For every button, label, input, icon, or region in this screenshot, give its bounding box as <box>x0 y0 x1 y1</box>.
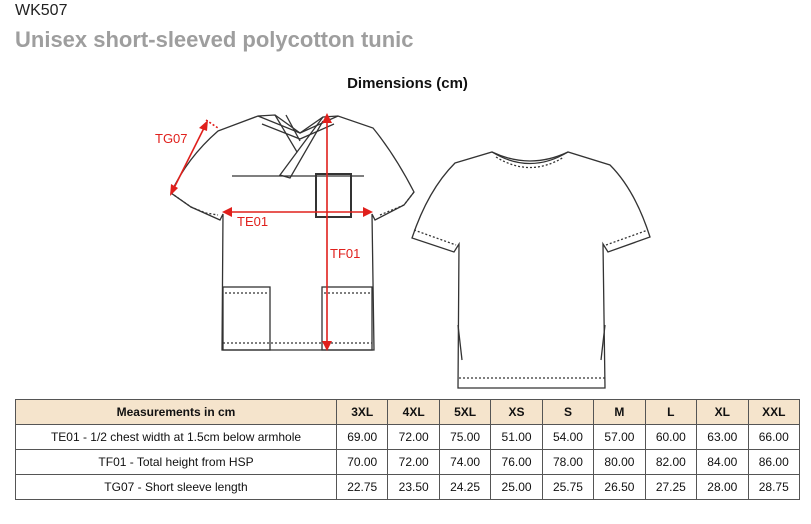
table-cell: 72.00 <box>388 450 439 475</box>
table-row <box>16 475 800 500</box>
table-header-cell: XS <box>491 400 542 425</box>
table-cell: 25.00 <box>491 475 542 500</box>
table-cell: 60.00 <box>645 425 696 450</box>
table-cell: 22.75 <box>337 475 388 500</box>
tunic-front-view <box>171 115 414 350</box>
label-tf01: TF01 <box>330 246 361 261</box>
table-header-cell: 4XL <box>388 400 439 425</box>
tunic-back-view <box>412 152 650 388</box>
measurements-table <box>15 399 800 500</box>
table-cell: 25.75 <box>542 475 593 500</box>
table-cell: TE01 - 1/2 chest width at 1.5cm below armhole <box>16 425 337 450</box>
table-cell: 54.00 <box>542 425 593 450</box>
table-cell: 57.00 <box>594 425 645 450</box>
table-cell: 27.25 <box>645 475 696 500</box>
table-cell: 76.00 <box>491 450 542 475</box>
table-cell: 70.00 <box>337 450 388 475</box>
table-cell: 51.00 <box>491 425 542 450</box>
table-cell: 28.00 <box>697 475 748 500</box>
product-title: Unisex short-sleeved polycotton tunic <box>15 27 414 52</box>
table-header-cell: Measurements in cm <box>16 400 337 425</box>
table-cell: 66.00 <box>748 425 800 450</box>
label-tg07: TG07 <box>155 131 188 146</box>
table-cell: 63.00 <box>697 425 748 450</box>
product-code: WK507 <box>15 2 68 19</box>
table-cell: TF01 - Total height from HSP <box>16 450 337 475</box>
table-header-cell: M <box>594 400 645 425</box>
table-cell: 28.75 <box>748 475 800 500</box>
table-header-cell: XXL <box>748 400 800 425</box>
table-cell: TG07 - Short sleeve length <box>16 475 337 500</box>
table-header-cell: XL <box>697 400 748 425</box>
table-header-cell: 5XL <box>439 400 490 425</box>
table-row <box>16 425 800 450</box>
table-cell: 72.00 <box>388 425 439 450</box>
table-cell: 82.00 <box>645 450 696 475</box>
table-cell: 69.00 <box>337 425 388 450</box>
dimensions-heading: Dimensions (cm) <box>347 75 468 92</box>
table-cell: 78.00 <box>542 450 593 475</box>
table-cell: 86.00 <box>748 450 800 475</box>
table-cell: 84.00 <box>697 450 748 475</box>
table-cell: 74.00 <box>439 450 490 475</box>
table-header-cell: L <box>645 400 696 425</box>
table-cell: 24.25 <box>439 475 490 500</box>
table-cell: 23.50 <box>388 475 439 500</box>
table-header-cell: S <box>542 400 593 425</box>
table-header-cell: 3XL <box>337 400 388 425</box>
table-header-row <box>16 400 800 425</box>
table-cell: 75.00 <box>439 425 490 450</box>
table-row <box>16 450 800 475</box>
label-te01: TE01 <box>237 214 269 229</box>
table-cell: 80.00 <box>594 450 645 475</box>
table-cell: 26.50 <box>594 475 645 500</box>
